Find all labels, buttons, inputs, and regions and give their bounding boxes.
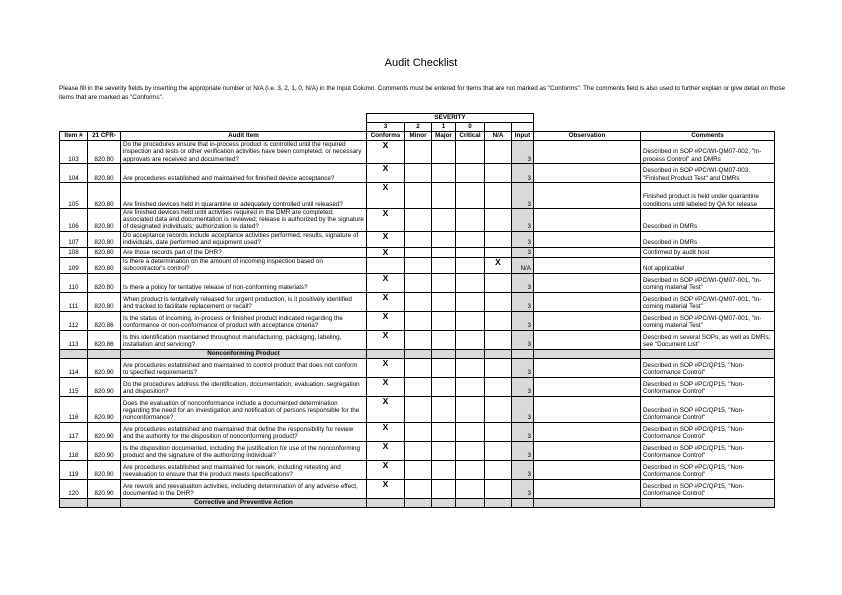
section-blank-cell bbox=[60, 498, 88, 507]
major-cell[interactable] bbox=[432, 257, 456, 273]
header-comments: Comments bbox=[641, 132, 775, 141]
section-blank-cell bbox=[432, 349, 456, 358]
table-row bbox=[60, 141, 775, 164]
header-item: Item # bbox=[60, 132, 88, 141]
item-number: 106 bbox=[60, 208, 88, 231]
major-cell[interactable] bbox=[432, 358, 456, 377]
section-blank-cell bbox=[485, 349, 512, 358]
major-cell[interactable] bbox=[432, 479, 456, 498]
minor-cell[interactable] bbox=[405, 182, 432, 208]
na-cell[interactable] bbox=[485, 377, 512, 396]
section-blank-cell bbox=[405, 349, 432, 358]
comments-cell[interactable]: Described in SOP #PC/QP15, "Non-Conformance Control" bbox=[641, 422, 775, 441]
major-cell[interactable] bbox=[432, 396, 456, 422]
section-blank-cell bbox=[60, 349, 88, 358]
table-row bbox=[60, 257, 775, 273]
severity-header: SEVERITY bbox=[367, 114, 534, 123]
input-cell[interactable]: 3 bbox=[512, 441, 534, 460]
section-blank-cell bbox=[456, 498, 485, 507]
critical-cell[interactable] bbox=[456, 330, 485, 349]
na-cell[interactable] bbox=[485, 330, 512, 349]
conforms-cell[interactable]: X bbox=[367, 141, 405, 164]
table-row bbox=[60, 182, 775, 208]
cfr-section: 820.80 bbox=[88, 231, 121, 247]
major-cell[interactable] bbox=[432, 330, 456, 349]
conforms-cell[interactable]: X bbox=[367, 396, 405, 422]
input-cell[interactable]: 3 bbox=[512, 330, 534, 349]
input-cell[interactable]: 3 bbox=[512, 460, 534, 479]
input-cell[interactable]: 3 bbox=[512, 311, 534, 330]
minor-cell[interactable] bbox=[405, 247, 432, 257]
minor-cell[interactable] bbox=[405, 208, 432, 231]
comments-cell[interactable]: Described in SOP #PC/WI-QM07-002, "In-process Control" and DMRs bbox=[641, 141, 775, 164]
comments-cell[interactable]: Described in SOP #PC/QP15, "Non-Conformance Control" bbox=[641, 377, 775, 396]
critical-cell[interactable] bbox=[456, 377, 485, 396]
critical-cell[interactable] bbox=[456, 292, 485, 311]
observation-cell[interactable] bbox=[534, 441, 641, 460]
comments-cell[interactable]: Described in SOP #PC/QP15, "Non-Conformance Control" bbox=[641, 396, 775, 422]
conforms-cell[interactable]: X bbox=[367, 479, 405, 498]
na-cell[interactable] bbox=[485, 292, 512, 311]
cfr-section: 820.90 bbox=[88, 422, 121, 441]
observation-cell[interactable] bbox=[534, 208, 641, 231]
section-blank-cell bbox=[367, 349, 405, 358]
audit-item-text: Does the evaluation of nonconformance include a documented determination regarding the need for an investigation and notification of persons responsible for the nonconformance? bbox=[121, 396, 367, 422]
minor-cell[interactable] bbox=[405, 422, 432, 441]
audit-item-text: Do acceptance records include acceptance activities performed, results, signature of individuals, date performed and equipment used? bbox=[121, 231, 367, 247]
item-number: 108 bbox=[60, 247, 88, 257]
severity-number-3: 3 bbox=[367, 123, 405, 132]
cfr-section: 820.86 bbox=[88, 330, 121, 349]
item-number: 111 bbox=[60, 292, 88, 311]
section-title: Nonconforming Product bbox=[121, 349, 367, 358]
input-cell[interactable]: 3 bbox=[512, 377, 534, 396]
major-cell[interactable] bbox=[432, 208, 456, 231]
table-row bbox=[60, 460, 775, 479]
conforms-cell[interactable]: X bbox=[367, 208, 405, 231]
cfr-section: 820.80 bbox=[88, 273, 121, 292]
comments-cell[interactable]: Described in SOP #PC/QP15, "Non-Conformance Control" bbox=[641, 441, 775, 460]
major-cell[interactable] bbox=[432, 311, 456, 330]
audit-item-text: Are procedures established and maintained to control product that does not conform to specified requirements? bbox=[121, 358, 367, 377]
audit-item-text: Do the procedures address the identification, documentation, evaluation, segregation and disposition? bbox=[121, 377, 367, 396]
critical-cell[interactable] bbox=[456, 257, 485, 273]
comments-cell[interactable]: Described in DMRs bbox=[641, 231, 775, 247]
cfr-section: 820.80 bbox=[88, 257, 121, 273]
conforms-cell[interactable]: X bbox=[367, 163, 405, 182]
conforms-cell[interactable]: X bbox=[367, 311, 405, 330]
cfr-section: 820.90 bbox=[88, 396, 121, 422]
input-cell[interactable]: 3 bbox=[512, 163, 534, 182]
input-cell[interactable]: 3 bbox=[512, 247, 534, 257]
critical-cell[interactable] bbox=[456, 311, 485, 330]
audit-item-text: Is this identification maintained throughout manufacturing, packaging, labeling, installation and servicing? bbox=[121, 330, 367, 349]
minor-cell[interactable] bbox=[405, 396, 432, 422]
audit-item-text: Are procedures established and maintained that define the responsibility for review and the authority for the disposition of nonconforming product? bbox=[121, 422, 367, 441]
section-header-row bbox=[60, 349, 775, 358]
major-cell[interactable] bbox=[432, 231, 456, 247]
critical-cell[interactable] bbox=[456, 231, 485, 247]
table-row bbox=[60, 422, 775, 441]
observation-cell[interactable] bbox=[534, 292, 641, 311]
input-cell[interactable]: 3 bbox=[512, 422, 534, 441]
critical-cell[interactable] bbox=[456, 247, 485, 257]
audit-item-text: Is there a policy for tentative release of non-conforming materials? bbox=[121, 273, 367, 292]
minor-cell[interactable] bbox=[405, 311, 432, 330]
item-number: 112 bbox=[60, 311, 88, 330]
critical-cell[interactable] bbox=[456, 479, 485, 498]
cfr-section: 820.80 bbox=[88, 247, 121, 257]
na-cell[interactable] bbox=[485, 247, 512, 257]
comments-cell[interactable]: Described in DMRs bbox=[641, 208, 775, 231]
section-blank-cell bbox=[88, 498, 121, 507]
na-cell[interactable] bbox=[485, 358, 512, 377]
critical-cell[interactable] bbox=[456, 358, 485, 377]
na-cell[interactable] bbox=[485, 208, 512, 231]
critical-cell[interactable] bbox=[456, 141, 485, 164]
item-number: 116 bbox=[60, 396, 88, 422]
input-cell[interactable]: 3 bbox=[512, 141, 534, 164]
comments-cell[interactable]: Described in SOP #PC/QP15, "Non-Conformance Control" bbox=[641, 479, 775, 498]
major-cell[interactable] bbox=[432, 292, 456, 311]
comments-cell[interactable]: Described in SOP #PC/WI-QM07-001, "In-coming material Test" bbox=[641, 273, 775, 292]
observation-cell[interactable] bbox=[534, 247, 641, 257]
audit-item-text: Is the disposition documented, including the justification for use of the nonconforming product and the signature of the authorizing individual? bbox=[121, 441, 367, 460]
input-cell[interactable]: 3 bbox=[512, 273, 534, 292]
section-blank-cell bbox=[641, 349, 775, 358]
header-critical: Critical bbox=[456, 132, 485, 141]
na-cell[interactable] bbox=[485, 163, 512, 182]
instructions-text: Please fill in the severity fields by inserting the appropriate number or N/A (i.e. 3, 2, 1, 0, N/A) in the Input Column. Comments must be entered for items that are not marked as "Conforms". The comments field is also used to further explain or give detail on those items that are marked as "Conforms". bbox=[59, 85, 786, 101]
item-number: 117 bbox=[60, 422, 88, 441]
minor-cell[interactable] bbox=[405, 330, 432, 349]
section-blank-cell bbox=[456, 349, 485, 358]
cfr-section: 820.90 bbox=[88, 377, 121, 396]
observation-cell[interactable] bbox=[534, 479, 641, 498]
item-number: 110 bbox=[60, 273, 88, 292]
observation-cell[interactable] bbox=[534, 182, 641, 208]
major-cell[interactable] bbox=[432, 163, 456, 182]
na-cell[interactable] bbox=[485, 422, 512, 441]
critical-cell[interactable] bbox=[456, 208, 485, 231]
audit-item-text: Are procedures established and maintained for rework, including retesting and reevaluation to ensure that the product meets specifications? bbox=[121, 460, 367, 479]
comments-cell[interactable]: Described in SOP #PC/QP15, "Non-Conformance Control" bbox=[641, 358, 775, 377]
critical-cell[interactable] bbox=[456, 396, 485, 422]
na-cell[interactable] bbox=[485, 441, 512, 460]
minor-cell[interactable] bbox=[405, 273, 432, 292]
na-cell[interactable] bbox=[485, 231, 512, 247]
section-blank-cell bbox=[367, 498, 405, 507]
table-row bbox=[60, 441, 775, 460]
conforms-cell[interactable]: X bbox=[367, 182, 405, 208]
observation-cell[interactable] bbox=[534, 330, 641, 349]
cfr-section: 820.80 bbox=[88, 163, 121, 182]
input-cell[interactable]: 3 bbox=[512, 182, 534, 208]
item-number: 119 bbox=[60, 460, 88, 479]
section-blank-cell bbox=[512, 349, 534, 358]
table-row bbox=[60, 358, 775, 377]
major-cell[interactable] bbox=[432, 460, 456, 479]
conforms-cell[interactable]: X bbox=[367, 231, 405, 247]
item-number: 118 bbox=[60, 441, 88, 460]
conforms-cell[interactable]: X bbox=[367, 330, 405, 349]
table-row bbox=[60, 273, 775, 292]
input-cell[interactable]: 3 bbox=[512, 479, 534, 498]
minor-cell[interactable] bbox=[405, 377, 432, 396]
conforms-cell[interactable]: X bbox=[367, 358, 405, 377]
header-conforms: Conforms bbox=[367, 132, 405, 141]
minor-cell[interactable] bbox=[405, 479, 432, 498]
na-cell[interactable] bbox=[485, 479, 512, 498]
audit-item-text: Are finished devices held until activities required in the DMR are completed; associated data and documentation is reviewed; release is authorized by the signature of designated individuals; authorization is dated? bbox=[121, 208, 367, 231]
critical-cell[interactable] bbox=[456, 182, 485, 208]
section-blank-cell bbox=[485, 498, 512, 507]
minor-cell[interactable] bbox=[405, 163, 432, 182]
table-row bbox=[60, 231, 775, 247]
observation-cell[interactable] bbox=[534, 396, 641, 422]
minor-cell[interactable] bbox=[405, 358, 432, 377]
na-cell[interactable] bbox=[485, 141, 512, 164]
section-blank-cell bbox=[88, 349, 121, 358]
na-cell[interactable] bbox=[485, 460, 512, 479]
na-cell[interactable] bbox=[485, 311, 512, 330]
conforms-cell[interactable]: X bbox=[367, 247, 405, 257]
comments-cell[interactable]: Described in SOP #PC/WI-QM07-001, "In-coming material Test" bbox=[641, 311, 775, 330]
audit-item-text: Is there a determination on the amount of incoming inspection based on subcontractor's control? bbox=[121, 257, 367, 273]
comments-cell[interactable]: Finished product is held under quarantine conditions until labeled by QA for release bbox=[641, 182, 775, 208]
conforms-cell[interactable]: X bbox=[367, 273, 405, 292]
table-row bbox=[60, 330, 775, 349]
cfr-section: 820.80 bbox=[88, 182, 121, 208]
audit-item-text: When product is tentatively released for urgent production, is it positively identified and tracked to facilitate replacement or recall? bbox=[121, 292, 367, 311]
item-number: 113 bbox=[60, 330, 88, 349]
major-cell[interactable] bbox=[432, 441, 456, 460]
section-blank-cell bbox=[641, 498, 775, 507]
item-number: 115 bbox=[60, 377, 88, 396]
critical-cell[interactable] bbox=[456, 163, 485, 182]
na-cell[interactable]: X bbox=[485, 257, 512, 273]
minor-cell[interactable] bbox=[405, 141, 432, 164]
table-row bbox=[60, 208, 775, 231]
input-cell[interactable]: 3 bbox=[512, 208, 534, 231]
table-row bbox=[60, 292, 775, 311]
table-row bbox=[60, 479, 775, 498]
item-number: 109 bbox=[60, 257, 88, 273]
item-number: 104 bbox=[60, 163, 88, 182]
minor-cell[interactable] bbox=[405, 292, 432, 311]
minor-cell[interactable] bbox=[405, 231, 432, 247]
conforms-cell[interactable] bbox=[367, 257, 405, 273]
header-audit-item: Audit Item bbox=[121, 132, 367, 141]
section-blank-cell bbox=[512, 498, 534, 507]
header-input: Input bbox=[512, 132, 534, 141]
page-title: Audit Checklist bbox=[384, 57, 458, 69]
table-row bbox=[60, 377, 775, 396]
observation-cell[interactable] bbox=[534, 422, 641, 441]
conforms-cell[interactable]: X bbox=[367, 292, 405, 311]
comments-cell[interactable]: Described in SOP #PC/WI-QM07-001, "In-coming material Test" bbox=[641, 292, 775, 311]
major-cell[interactable] bbox=[432, 247, 456, 257]
severity-number-0: 0 bbox=[456, 123, 485, 132]
input-cell[interactable]: 3 bbox=[512, 396, 534, 422]
item-number: 105 bbox=[60, 182, 88, 208]
observation-cell[interactable] bbox=[534, 358, 641, 377]
conforms-cell[interactable]: X bbox=[367, 441, 405, 460]
item-number: 114 bbox=[60, 358, 88, 377]
input-cell[interactable]: N/A bbox=[512, 257, 534, 273]
section-blank-cell bbox=[534, 349, 641, 358]
cfr-section: 820.86 bbox=[88, 311, 121, 330]
audit-checklist-table bbox=[59, 113, 775, 508]
major-cell[interactable] bbox=[432, 182, 456, 208]
input-cell[interactable]: 3 bbox=[512, 231, 534, 247]
cfr-section: 820.90 bbox=[88, 479, 121, 498]
comments-cell[interactable]: Described in SOP #PC/QP15, "Non-Conformance Control" bbox=[641, 460, 775, 479]
conforms-cell[interactable]: X bbox=[367, 377, 405, 396]
input-cell[interactable]: 3 bbox=[512, 358, 534, 377]
table-row bbox=[60, 396, 775, 422]
observation-cell[interactable] bbox=[534, 377, 641, 396]
minor-cell[interactable] bbox=[405, 257, 432, 273]
comments-cell[interactable]: Described in several SOPs, as well as DMRs; see "Document List" bbox=[641, 330, 775, 349]
table-row bbox=[60, 247, 775, 257]
major-cell[interactable] bbox=[432, 273, 456, 292]
critical-cell[interactable] bbox=[456, 441, 485, 460]
major-cell[interactable] bbox=[432, 422, 456, 441]
observation-cell[interactable] bbox=[534, 141, 641, 164]
section-title: Corrective and Preventive Action bbox=[121, 498, 367, 507]
audit-item-text: Are finished devices held in quarantine or adequately controlled until released? bbox=[121, 182, 367, 208]
item-number: 103 bbox=[60, 141, 88, 164]
severity-number-1: 1 bbox=[432, 123, 456, 132]
header-minor: Minor bbox=[405, 132, 432, 141]
comments-cell[interactable]: Confirmed by audit host bbox=[641, 247, 775, 257]
cfr-section: 820.80 bbox=[88, 141, 121, 164]
header-observation: Observation bbox=[534, 132, 641, 141]
critical-cell[interactable] bbox=[456, 460, 485, 479]
na-cell[interactable] bbox=[485, 396, 512, 422]
major-cell[interactable] bbox=[432, 141, 456, 164]
minor-cell[interactable] bbox=[405, 441, 432, 460]
cfr-section: 820.90 bbox=[88, 358, 121, 377]
cfr-section: 820.90 bbox=[88, 460, 121, 479]
minor-cell[interactable] bbox=[405, 460, 432, 479]
section-blank-cell bbox=[405, 498, 432, 507]
section-blank-cell bbox=[432, 498, 456, 507]
header-cfr: 21 CFR- bbox=[88, 132, 121, 141]
observation-cell[interactable] bbox=[534, 163, 641, 182]
comments-cell[interactable]: Not applicable! bbox=[641, 257, 775, 273]
observation-cell[interactable] bbox=[534, 311, 641, 330]
audit-item-text: Do the procedures ensure that in-process product is controlled until the required inspection and tests or other verification activities have been completed, or necessary approvals are received and documented? bbox=[121, 141, 367, 164]
item-number: 120 bbox=[60, 479, 88, 498]
major-cell[interactable] bbox=[432, 377, 456, 396]
audit-item-text: Are those records part of the DHR? bbox=[121, 247, 367, 257]
critical-cell[interactable] bbox=[456, 422, 485, 441]
critical-cell[interactable] bbox=[456, 273, 485, 292]
conforms-cell[interactable]: X bbox=[367, 460, 405, 479]
severity-number-2: 2 bbox=[405, 123, 432, 132]
observation-cell[interactable] bbox=[534, 257, 641, 273]
cfr-section: 820.80 bbox=[88, 208, 121, 231]
observation-cell[interactable] bbox=[534, 273, 641, 292]
header-major: Major bbox=[432, 132, 456, 141]
comments-cell[interactable]: Described in SOP #PC/WI-QM07-003, "Finished Product Test" and DMRs bbox=[641, 163, 775, 182]
section-blank-cell bbox=[534, 498, 641, 507]
cfr-section: 820.90 bbox=[88, 441, 121, 460]
na-cell[interactable] bbox=[485, 182, 512, 208]
item-number: 107 bbox=[60, 231, 88, 247]
cfr-section: 820.80 bbox=[88, 292, 121, 311]
section-header-row bbox=[60, 498, 775, 507]
observation-cell[interactable] bbox=[534, 460, 641, 479]
audit-item-text: Are procedures established and maintained for finished device acceptance? bbox=[121, 163, 367, 182]
table-row bbox=[60, 163, 775, 182]
table-row bbox=[60, 311, 775, 330]
input-cell[interactable]: 3 bbox=[512, 292, 534, 311]
audit-item-text: Are rework and reevaluation activities, including determination of any adverse effect, documented in the DHR? bbox=[121, 479, 367, 498]
observation-cell[interactable] bbox=[534, 231, 641, 247]
audit-item-text: Is the status of incoming, in-process or finished product indicated regarding the conformance or non-conformance of product with acceptance criteria? bbox=[121, 311, 367, 330]
na-cell[interactable] bbox=[485, 273, 512, 292]
conforms-cell[interactable]: X bbox=[367, 422, 405, 441]
header-na: N/A bbox=[485, 132, 512, 141]
